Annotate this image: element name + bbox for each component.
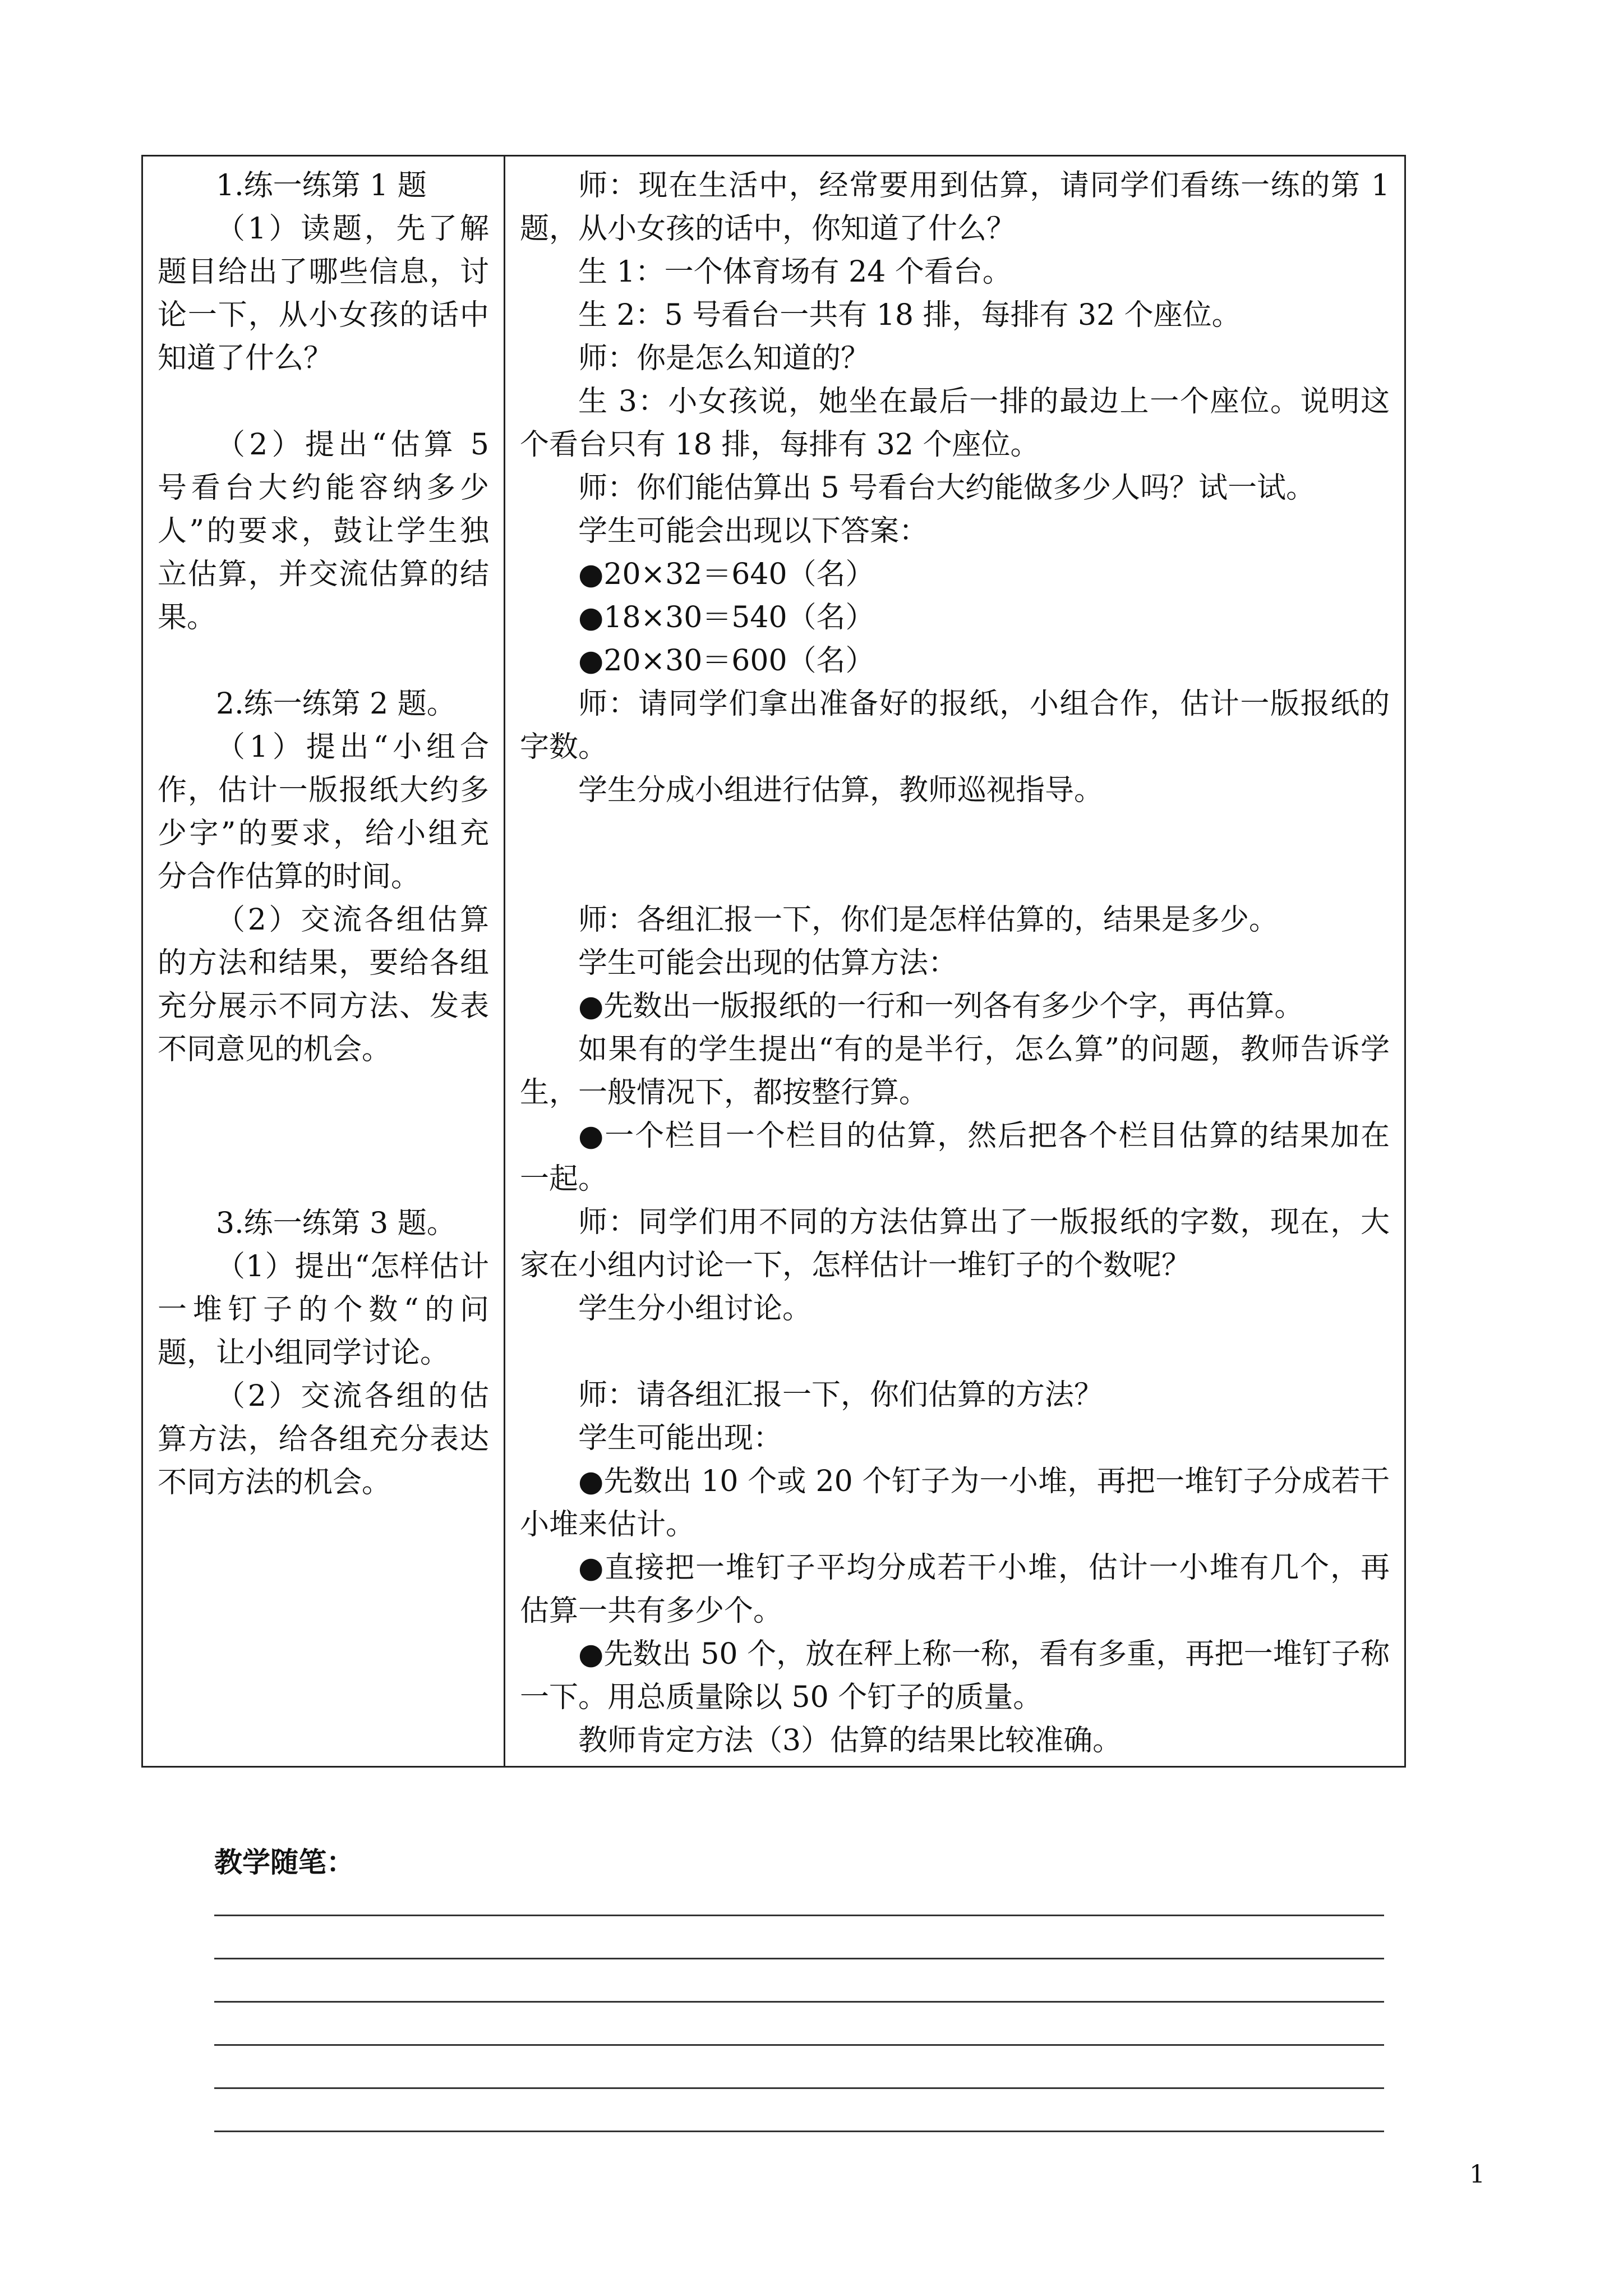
exercise-3-step-2: （2）交流各组的估算方法，给各组充分表达不同方法的机会。 <box>158 1379 489 1499</box>
left-column-cell <box>142 156 505 1767</box>
method-item: ●一个栏目一个栏目的估算，然后把各个栏目估算的结果加在一起。 <box>520 1119 1390 1196</box>
dialogue-line: 教师肯定方法（3）估算的结果比较准确。 <box>578 1724 1122 1757</box>
dialogue-line: 学生可能会出现的估算方法： <box>578 946 958 980</box>
dialogue-line: 学生可能出现： <box>578 1421 783 1455</box>
table-row <box>142 156 1405 1767</box>
exercise-1-step-1: （1）读题，先了解题目给出了哪些信息，讨论一下，从小女孩的话中知道了什么？ <box>158 212 489 375</box>
dialogue-line: 师：现在生活中，经常要用到估算，请同学们看练一练的第 1 题，从小女孩的话中，你知道了什么？ <box>520 169 1390 246</box>
method-item: ●先数出 50 个，放在秤上称一称，看有多重，再把一堆钉子称一下。用总质量除以 50 个钉子的质量。 <box>520 1637 1390 1714</box>
right-column-content <box>505 157 1404 1766</box>
exercise-1-step-2: （2）提出“估算 5 号看台大约能容纳多少人”的要求，鼓让学生独立估算，并交流估算的结果。 <box>158 428 489 634</box>
note-line <box>214 1915 1384 1916</box>
left-column-content <box>143 157 504 1508</box>
note-line <box>214 2044 1384 2046</box>
dialogue-line: 学生可能会出现以下答案： <box>578 514 929 548</box>
dialogue-line: 生 2：5 号看台一共有 18 排，每排有 32 个座位。 <box>578 298 1241 332</box>
spacer <box>520 812 1390 899</box>
method-item: ●先数出一版报纸的一行和一列各有多少个字，再估算。 <box>578 990 1304 1023</box>
note-line <box>214 2001 1384 2003</box>
dialogue-line: 师：请各组汇报一下，你们估算的方法？ <box>578 1378 1104 1412</box>
dialogue-line: 师：各组汇报一下，你们是怎样估算的，结果是多少。 <box>578 903 1279 937</box>
note-line <box>214 2131 1384 2132</box>
exercise-3-step-1: （1）提出“怎样估计一堆钉子的个数“的问题，让小组同学讨论。 <box>158 1250 489 1370</box>
spacer <box>158 1071 489 1202</box>
answer-item: ●20×32＝640（名） <box>578 558 875 591</box>
dialogue-line: 生 1：一个体育场有 24 个看台。 <box>578 255 1012 289</box>
spacer <box>158 639 489 683</box>
answer-item: ●20×30＝600（名） <box>578 644 875 678</box>
method-item: ●直接把一堆钉子平均分成若干小堆，估计一小堆有几个，再估算一共有多少个。 <box>520 1551 1390 1628</box>
note-line <box>214 1958 1384 1959</box>
note-line <box>214 2087 1384 2089</box>
exercise-2-step-2: （2）交流各组估算的方法和结果，要给各组充分展示不同方法、发表不同意见的机会。 <box>158 903 489 1066</box>
answer-item: ●18×30＝540（名） <box>578 601 875 634</box>
spacer <box>520 1331 1390 1374</box>
exercise-2-step-1: （1）提出“小组合作，估计一版报纸大约多少字”的要求，给小组充分合作估算的时间。 <box>158 730 489 894</box>
exercise-2-title: 2.练一练第 2 题。 <box>216 687 456 721</box>
dialogue-line: 学生分小组讨论。 <box>578 1292 812 1326</box>
dialogue-line: 师：你们能估算出 5 号看台大约能做多少人吗？试一试。 <box>578 471 1316 505</box>
exercise-3-title: 3.练一练第 3 题。 <box>216 1207 456 1240</box>
dialogue-line: 师：请同学们拿出准备好的报纸，小组合作，估计一版报纸的字数。 <box>520 687 1390 764</box>
dialogue-line: 学生分成小组进行估算，教师巡视指导。 <box>578 774 1104 807</box>
notes-heading: 教学随笔： <box>214 1846 354 1879</box>
right-column-cell <box>505 156 1405 1767</box>
method-item: ●先数出 10 个或 20 个钉子为一小堆，再把一堆钉子分成若干小堆来估计。 <box>520 1465 1390 1542</box>
exercise-1-title: 1.练一练第 1 题 <box>216 169 427 203</box>
dialogue-line: 生 3：小女孩说，她坐在最后一排的最边上一个座位。说明这个看台只有 18 排，每排有 32 个座位。 <box>520 385 1390 462</box>
spacer <box>158 380 489 424</box>
lesson-table <box>141 155 1406 1768</box>
dialogue-line: 师：同学们用不同的方法估算出了一版报纸的字数，现在，大家在小组内讨论一下，怎样估计一堆钉子的个数呢？ <box>520 1205 1390 1282</box>
dialogue-line: 师：你是怎么知道的？ <box>578 342 870 375</box>
dialogue-line: 如果有的学生提出“有的是半行，怎么算”的问题，教师告诉学生，一般情况下，都按整行算。 <box>520 1033 1390 1110</box>
page-number: 1 <box>1469 2160 1485 2189</box>
